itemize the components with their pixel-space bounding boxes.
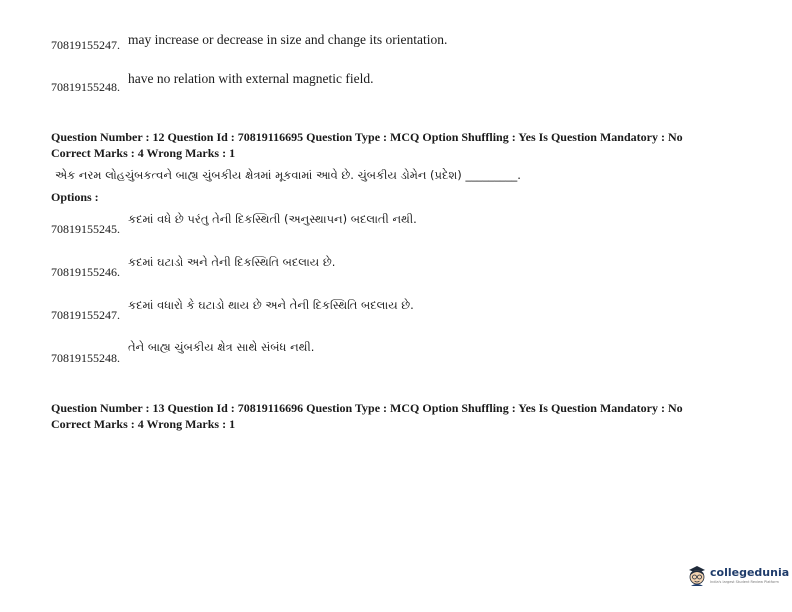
logo-tagline: India's largest Student Review Platform [710,580,779,584]
option-text: કદમાં વધે છે પરંતુ તેની દિકસ્થિતી (અનુસ્થાપન) બદલાતી નથી. [128,212,417,226]
option-id: 70819155247. [51,38,120,52]
option-id: 70819155247. [51,308,120,322]
option-text: કદમાં ઘટાડો અને તેની દિકસ્થિતિ બદલાય છે. [128,255,336,269]
option-text: તેને બાહ્ય ચુંબકીય ક્ષેત્ર સાથે સંબંધ નથી. [128,340,315,354]
marks-line: Correct Marks : 4 Wrong Marks : 1 [51,146,236,160]
option-id: 70819155248. [51,80,120,94]
option-text: may increase or decrease in size and change its orientation. [128,32,448,47]
question-header: Question Number : 13 Question Id : 70819116696 Question Type : MCQ Option Shuffling : Yes Is Question Mandatory : No [51,401,683,415]
question-header: Question Number : 12 Question Id : 70819116695 Question Type : MCQ Option Shuffling : Yes Is Question Mandatory : No [51,130,683,144]
logo-name: collegedunia [710,566,790,579]
option-id: 70819155246. [51,265,120,279]
options-label: Options : [51,190,99,204]
question-text: એક નરમ લોહચુંબકત્વને બાહ્ય ચુંબકીય ક્ષેત્રમાં મૂકવામાં આવે છે. ચુંબકીય ડોમેન (પ્રદેશ) _________. [55,168,521,182]
collegedunia-logo [686,563,790,591]
option-id: 70819155248. [51,351,120,365]
option-text: કદમાં વધારો કે ઘટાડો થાય છે અને તેની દિકસ્થિતિ બદલાય છે. [128,298,414,312]
student-face-icon [686,563,708,587]
marks-line: Correct Marks : 4 Wrong Marks : 1 [51,417,236,431]
option-text: have no relation with external magnetic field. [128,71,374,86]
option-id: 70819155245. [51,222,120,236]
